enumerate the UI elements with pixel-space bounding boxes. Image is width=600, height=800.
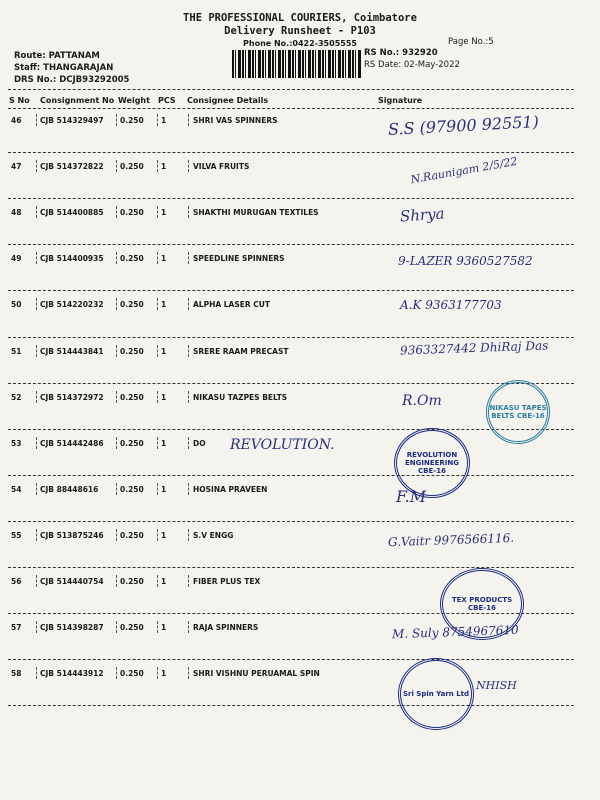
- row-pcs: 1: [161, 346, 167, 356]
- row-pcs: 1: [161, 254, 167, 264]
- stamp-revolution: REVOLUTION ENGINEERING CBE-16: [394, 428, 470, 498]
- row-separator: [116, 621, 117, 633]
- stamp-tex-products: TEX PRODUCTS CBE-16: [440, 568, 524, 640]
- row-separator: [116, 483, 117, 495]
- row-cn: CJB 514440754: [40, 577, 104, 586]
- row-sno: 47: [11, 162, 22, 172]
- row-separator: [36, 621, 37, 633]
- row-rule: [8, 705, 574, 706]
- col-pcs: PCS: [158, 96, 176, 105]
- rs-date: RS Date: 02-May-2022: [364, 60, 460, 70]
- row-wt: 0.250: [120, 346, 144, 356]
- row-rule: [8, 659, 574, 660]
- row-sno: 49: [11, 254, 22, 264]
- row-pcs: 1: [161, 392, 167, 402]
- row-pcs: 1: [161, 623, 167, 633]
- row-separator: [116, 206, 117, 218]
- row-name: S.V ENGG: [193, 530, 234, 540]
- row-pcs: 1: [161, 530, 167, 540]
- row-separator: [188, 298, 189, 310]
- phone-number: Phone No.:0422-3505555: [243, 39, 357, 48]
- signature: 9-LAZER 9360527582: [398, 254, 533, 269]
- row-rule: [8, 429, 574, 430]
- row-name: RAJA SPINNERS: [193, 623, 259, 633]
- row-rule: [8, 475, 574, 476]
- row-separator: [188, 160, 189, 172]
- row-separator: [188, 529, 189, 541]
- row-separator: [157, 437, 158, 449]
- signature: A.K 9363177703: [400, 298, 502, 313]
- row-cn: CJB 514400885: [40, 208, 104, 218]
- row-rule: [8, 152, 574, 153]
- row-separator: [157, 667, 158, 679]
- row-name: SRERE RAAM PRECAST: [193, 346, 289, 356]
- row-separator: [116, 114, 117, 126]
- row-separator: [157, 621, 158, 633]
- row-wt: 0.250: [120, 530, 144, 540]
- route-label: Route: PATTANAM: [14, 51, 100, 61]
- row-sno: 56: [11, 577, 22, 586]
- row-separator: [36, 483, 37, 495]
- row-name: SHRI VAS SPINNERS: [193, 116, 278, 125]
- col-weight: Weight: [118, 96, 150, 105]
- signature: N.Raunigam 2/5/22: [409, 154, 519, 187]
- row-separator: [36, 206, 37, 218]
- rs-number: RS No.: 932920: [364, 48, 438, 58]
- row-separator: [188, 575, 189, 587]
- row-name: VILVA FRUITS: [193, 162, 250, 172]
- signature: REVOLUTION.: [230, 436, 335, 453]
- row-separator: [116, 298, 117, 310]
- row-separator: [157, 206, 158, 218]
- row-sno: 48: [11, 208, 22, 218]
- header-rule: [8, 89, 574, 90]
- header-bottom-rule: [8, 108, 574, 109]
- row-cn: CJB 514443841: [40, 346, 104, 356]
- row-separator: [36, 391, 37, 403]
- signature: G.Vaitr 9976566116.: [387, 530, 515, 550]
- row-separator: [36, 252, 37, 264]
- staff-label: Staff: THANGARAJAN: [14, 63, 114, 73]
- signature: R.Om: [402, 392, 442, 409]
- row-pcs: 1: [161, 577, 167, 586]
- row-separator: [157, 529, 158, 541]
- row-rule: [8, 290, 574, 291]
- row-pcs: 1: [161, 116, 167, 125]
- signature: Shrya: [399, 204, 446, 226]
- row-separator: [188, 483, 189, 495]
- row-name: DO: [193, 438, 206, 448]
- row-separator: [116, 667, 117, 679]
- row-wt: 0.250: [120, 162, 144, 172]
- row-wt: 0.250: [120, 116, 144, 125]
- page-number: Page No.:5: [448, 37, 494, 47]
- row-cn: CJB 514443912: [40, 669, 104, 679]
- row-cn: CJB 514372822: [40, 162, 104, 172]
- row-rule: [8, 198, 574, 199]
- row-rule: [8, 383, 574, 384]
- row-separator: [157, 160, 158, 172]
- row-rule: [8, 244, 574, 245]
- row-sno: 50: [11, 300, 22, 310]
- row-wt: 0.250: [120, 392, 144, 402]
- row-separator: [188, 437, 189, 449]
- row-name: HOSINA PRAVEEN: [193, 484, 268, 494]
- row-separator: [157, 252, 158, 264]
- row-separator: [36, 667, 37, 679]
- row-wt: 0.250: [120, 208, 144, 218]
- row-wt: 0.250: [120, 438, 144, 448]
- row-separator: [157, 483, 158, 495]
- row-separator: [188, 114, 189, 126]
- row-separator: [188, 252, 189, 264]
- row-sno: 55: [11, 530, 22, 540]
- row-separator: [188, 621, 189, 633]
- row-separator: [188, 345, 189, 357]
- row-separator: [188, 206, 189, 218]
- row-wt: 0.250: [120, 484, 144, 494]
- row-separator: [116, 529, 117, 541]
- row-separator: [157, 575, 158, 587]
- row-pcs: 1: [161, 162, 167, 172]
- row-pcs: 1: [161, 669, 167, 679]
- row-wt: 0.250: [120, 669, 144, 679]
- row-cn: CJB 514220232: [40, 300, 104, 310]
- row-cn: CJB 514398287: [40, 623, 104, 633]
- row-sno: 51: [11, 346, 22, 356]
- row-wt: 0.250: [120, 623, 144, 633]
- row-wt: 0.250: [120, 254, 144, 264]
- signature: NHISH: [476, 679, 517, 693]
- row-sno: 52: [11, 392, 22, 402]
- row-cn: CJB 513875246: [40, 530, 104, 540]
- row-rule: [8, 337, 574, 338]
- row-separator: [157, 345, 158, 357]
- row-separator: [36, 345, 37, 357]
- row-sno: 58: [11, 669, 22, 679]
- col-signature: Signature: [378, 96, 423, 105]
- row-cn: CJB 88448616: [40, 484, 99, 494]
- row-pcs: 1: [161, 438, 167, 448]
- row-name: NIKASU TAZPES BELTS: [193, 392, 288, 402]
- company-name: THE PROFESSIONAL COURIERS, Coimbatore: [183, 12, 417, 24]
- row-sno: 46: [11, 116, 22, 125]
- row-name: ALPHA LASER CUT: [193, 300, 270, 310]
- row-separator: [36, 437, 37, 449]
- row-sno: 57: [11, 623, 22, 633]
- row-separator: [116, 575, 117, 587]
- barcode: [232, 50, 362, 78]
- drs-number: DRS No.: DCJB93292005: [14, 75, 130, 85]
- row-wt: 0.250: [120, 577, 144, 586]
- row-pcs: 1: [161, 484, 167, 494]
- row-separator: [116, 345, 117, 357]
- row-sno: 53: [11, 438, 22, 448]
- row-separator: [157, 391, 158, 403]
- row-separator: [36, 529, 37, 541]
- row-separator: [116, 437, 117, 449]
- row-separator: [157, 298, 158, 310]
- row-pcs: 1: [161, 208, 167, 218]
- row-separator: [116, 252, 117, 264]
- stamp-nikasu: NIKASU TAPES BELTS CBE-16: [486, 380, 550, 444]
- row-separator: [36, 575, 37, 587]
- row-wt: 0.250: [120, 300, 144, 310]
- runsheet-title: Delivery Runsheet - P103: [224, 25, 376, 37]
- row-name: FIBER PLUS TEX: [193, 577, 261, 586]
- row-cn: CJB 514372972: [40, 392, 104, 402]
- row-cn: CJB 514442486: [40, 438, 104, 448]
- row-separator: [36, 114, 37, 126]
- row-separator: [188, 667, 189, 679]
- row-pcs: 1: [161, 300, 167, 310]
- row-separator: [36, 160, 37, 172]
- signature: S.S (97900 92551): [387, 112, 540, 139]
- row-rule: [8, 521, 574, 522]
- row-name: SHRI VISHNU PERUAMAL SPIN: [193, 669, 320, 679]
- signature: F.M: [396, 486, 427, 506]
- row-cn: CJB 514329497: [40, 116, 104, 125]
- row-name: SHAKTHI MURUGAN TEXTILES: [193, 208, 319, 218]
- col-sno: S No: [9, 96, 30, 105]
- row-separator: [36, 298, 37, 310]
- row-separator: [157, 114, 158, 126]
- signature: M. Suly 8754967610: [391, 622, 519, 642]
- row-separator: [116, 391, 117, 403]
- signature: 9363327442 DhiRaj Das: [399, 337, 549, 358]
- row-sno: 54: [11, 484, 22, 494]
- col-consignment: Consignment No: [40, 96, 115, 105]
- row-separator: [188, 391, 189, 403]
- row-separator: [116, 160, 117, 172]
- stamp-spin: Sri Spin Yarn Ltd: [398, 658, 474, 730]
- row-cn: CJB 514400935: [40, 254, 104, 264]
- col-consignee: Consignee Details: [187, 96, 269, 105]
- row-name: SPEEDLINE SPINNERS: [193, 254, 285, 264]
